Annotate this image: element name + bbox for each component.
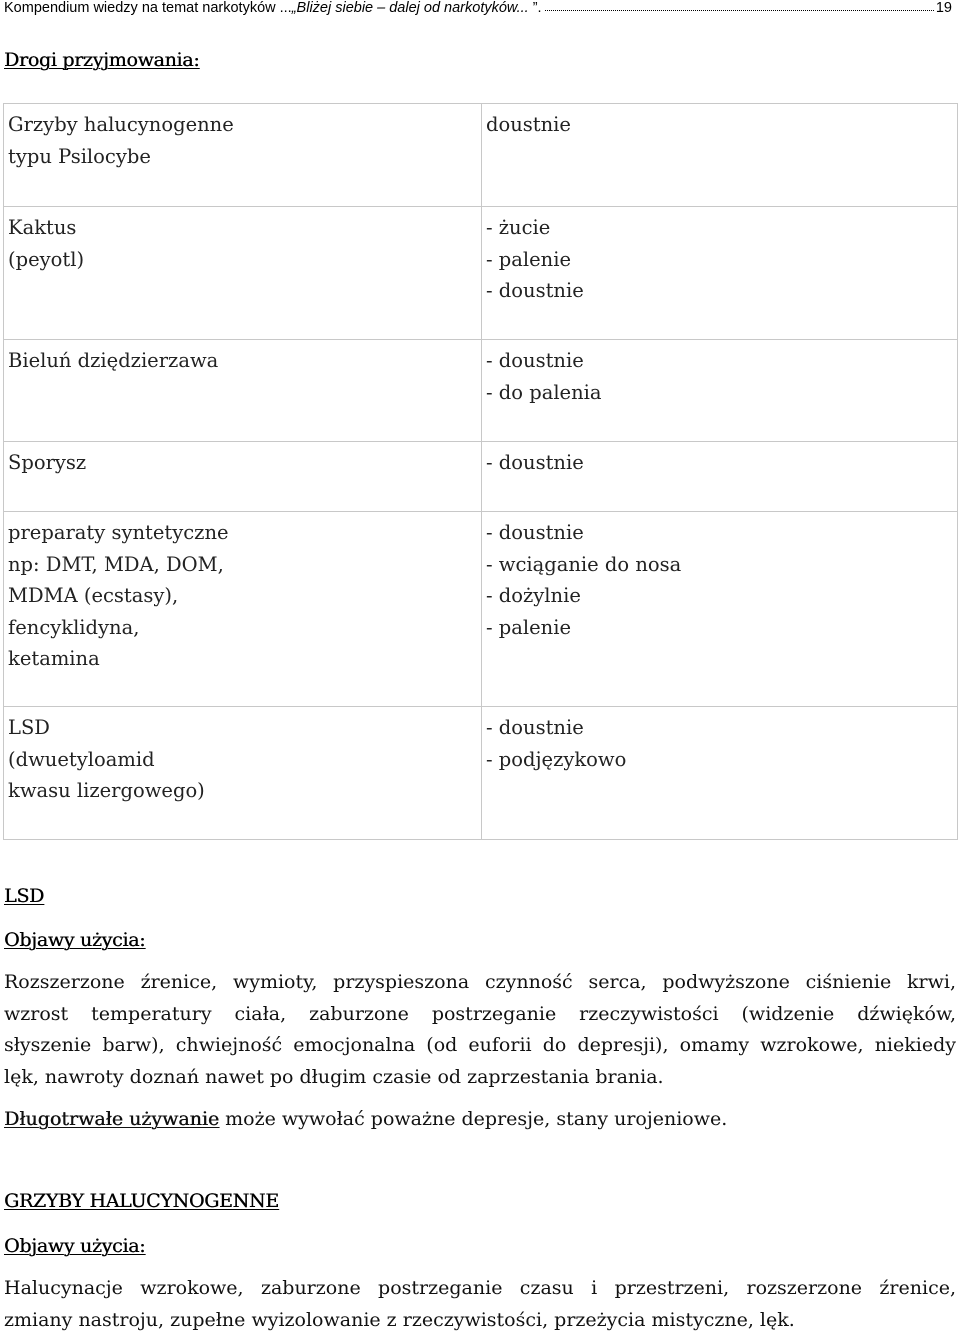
route-line: - podjęzykowo [486,747,627,771]
substance-line: Grzyby halucynogenne [8,113,234,136]
substance-line: preparaty syntetyczne [8,521,229,544]
paragraph-line: zmiany nastroju, zupełne wyizolowanie z rzeczywistości, przeżycia mistyczne, lęk. [4,1308,795,1331]
substance-cell [4,104,482,207]
substance-line: fencyklidyna, [8,615,140,639]
route-line: - palenie [486,247,572,271]
route-line: - doustnie [486,521,584,544]
routes-table-row [4,104,958,207]
paragraph-line: lęk, nawroty doznań nawet po długim czasie od zaprzestania brania. [4,1065,664,1088]
substance-cell [4,340,482,442]
route-line: - do palenia [486,380,602,404]
routes-table-row [4,707,958,840]
route-line: - dożylnie [486,584,581,607]
substance-line: MDMA (ecstasy), [8,584,179,607]
substance-line: (dwuetyloamid [8,747,155,771]
route-cell [482,512,958,707]
routes-table-row [4,340,958,442]
routes-table-row [4,207,958,340]
paragraph-line: słyszenie barw), chwiejność emocjonalna (od euforii do depresji), omamy wzrokowe, niekiedy [4,1034,956,1056]
header-title: Kompendium wiedzy na temat narkotyków ...„Bliżej siebie – dalej od narkotyków... ”. [4,0,542,16]
substance-line: LSD [8,716,50,739]
route-line: - doustnie [486,716,584,739]
substance-line: (peyotl) [8,247,85,271]
lsd-symptoms-heading: Objawy użycia: [4,929,146,951]
substance-line: np: DMT, MDA, DOM, [8,552,224,576]
route-line: - wciąganie do nosa [486,552,682,576]
route-cell [482,707,958,840]
substance-line: typu Psilocybe [8,144,151,168]
substance-line: ketamina [8,647,100,670]
substance-cell [4,442,482,512]
route-line: - doustnie [486,349,584,372]
substance-line: Sporysz [8,451,87,474]
route-cell [482,340,958,442]
paragraph-line: Halucynacje wzrokowe, zaburzone postrzeganie czasu i przestrzeni, rozszerzone źrenice, [4,1277,956,1299]
lsd-long-term-paragraph [4,1104,956,1136]
route-line: - doustnie [486,279,584,302]
lsd-heading: LSD [4,885,44,907]
lsd-symptoms-paragraph [4,967,956,1093]
route-line: - żucie [486,216,551,239]
route-line: - doustnie [486,451,584,474]
paragraph-line: Rozszerzone źrenice, wymioty, przyspieszona czynność serca, podwyższone ciśnienie krwi, [4,971,956,993]
substance-line: Bieluń dziędzierzawa [8,349,219,372]
route-line: doustnie [486,113,571,136]
routes-table-row [4,442,958,512]
routes-table-row [4,512,958,707]
substance-cell [4,512,482,707]
long-term-label: Długotrwałe używanie [4,1108,220,1130]
long-term-text: może wywołać poważne depresje, stany urojeniowe. [219,1108,728,1130]
route-cell [482,442,958,512]
mushrooms-symptoms-heading: Objawy użycia: [4,1235,146,1257]
mushrooms-symptoms-paragraph [4,1273,956,1336]
mushrooms-heading: GRZYBY HALUCYNOGENNE [4,1190,279,1212]
route-cell [482,104,958,207]
substance-cell [4,707,482,840]
substance-line: kwasu lizergowego) [8,779,205,802]
page-number: 19 [935,0,952,16]
paragraph-line: wzrost temperatury ciała, zaburzone postrzeganie rzeczywistości (widzenie dźwięków, [4,1002,956,1025]
routes-table [3,103,958,840]
route-line: - palenie [486,615,572,639]
route-cell [482,207,958,340]
substance-cell [4,207,482,340]
routes-heading: Drogi przyjmowania: [4,49,200,71]
substance-line: Kaktus [8,216,77,239]
running-header [0,0,960,18]
